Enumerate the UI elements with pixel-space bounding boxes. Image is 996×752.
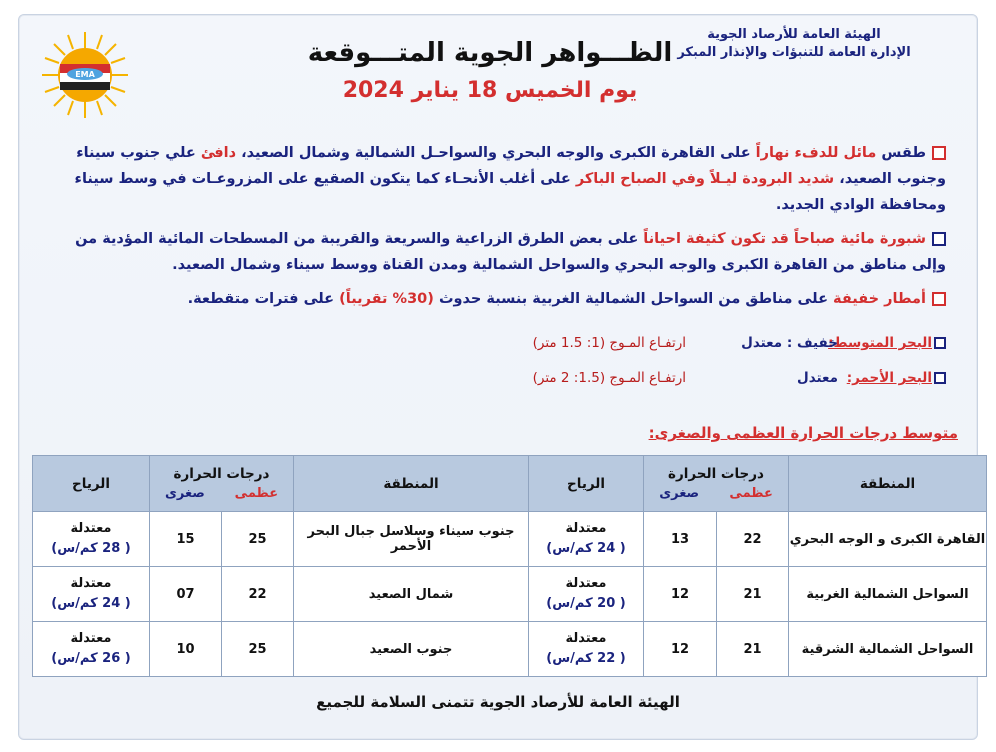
temperature-table (32, 455, 987, 677)
header-temperature: درجات الحرارة عظمى صغرى (644, 456, 789, 512)
sea-label: البحر المتوسط: (828, 335, 932, 351)
bullet-fog: شبورة مائية صباحاً قد تكون كثيفة احياناً على بعض الطرق الزراعية والسريعة والقريبة من المسطحات المائية المؤدية من وإلى مناطق من القاهرة الكبرى والوجه البحري والسواحل الشمالية ومدن القناة ووسط سيناء وشمال الصعيد. (75, 231, 946, 273)
sea-condition: معتدل (796, 370, 838, 386)
max-temp: 25 (222, 622, 294, 677)
max-temp: 21 (717, 567, 789, 622)
min-temp: 15 (150, 512, 222, 567)
wind-cell: معتدلة ( 24 كم/س) (33, 567, 150, 622)
bullet-temperature: طقس مائل للدفء نهاراً على القاهرة الكبرى والوجه البحري والسواحـل الشمالية وشمال الصعيد، دافئ علي جنوب سيناء وجنوب الصعيد، شديد البرودة ليـلاً وفي الصباح الباكر على أغلب الأنحـاء كما يتكون الصقيع على المزروعـات في وسط سيناء ومحافظة الوادي الجديد. (74, 145, 946, 213)
min-temp: 13 (644, 512, 717, 567)
max-temp: 21 (717, 622, 789, 677)
max-temp: 25 (222, 512, 294, 567)
ema-logo (40, 30, 130, 120)
header-wind: الرياح (529, 456, 644, 512)
sea-checkbox-icon (934, 372, 946, 384)
table-header-row (33, 456, 987, 512)
region-cell: القاهرة الكبرى و الوجه البحري (789, 512, 987, 567)
min-temp: 07 (150, 567, 222, 622)
min-temp: 12 (644, 622, 717, 677)
organization-header (644, 26, 944, 62)
region-cell: جنوب سيناء وسلاسل جبال البحر الأحمر (294, 512, 529, 567)
blue-checkbox-icon (932, 232, 946, 246)
footer-message: الهيئة العامة للأرصاد الجوية تتمنى السلامة للجميع (316, 693, 680, 711)
org-department: الإدارة العامة للتنبؤات والإنذار المبكر (677, 45, 911, 60)
wind-cell: معتدلة ( 28 كم/س) (33, 512, 150, 567)
header-temperature: درجات الحرارة عظمى صغرى (150, 456, 294, 512)
forecast-date: يوم الخميس 18 يناير 2024 (342, 78, 638, 103)
page-title: الظـــواهر الجوية المتـــوقعة (307, 38, 673, 68)
red-checkbox-icon (932, 292, 946, 306)
org-name: الهيئة العامة للأرصاد الجوية (707, 27, 881, 42)
sea-red (46, 370, 946, 386)
header-min: صغرى (164, 486, 205, 501)
max-temp: 22 (222, 567, 294, 622)
forecast-bullets (46, 140, 946, 320)
red-checkbox-icon (932, 146, 946, 160)
header-max: عظمى (729, 486, 773, 501)
min-temp: 12 (644, 567, 717, 622)
wind-cell: معتدلة ( 26 كم/س) (33, 622, 150, 677)
region-cell: شمال الصعيد (294, 567, 529, 622)
sea-condition: خفيف : معتدل (741, 335, 838, 351)
header-max: عظمى (234, 486, 279, 501)
table-row (33, 622, 987, 677)
header-min: صغرى (659, 486, 700, 501)
bullet-rain: أمطار خفيفة على مناطق من السواحل الشمالية الغربية بنسبة حدوث (30% تقريباً) على فترات متقطعة. (46, 286, 946, 312)
sea-label: البحر الأحمر: (846, 370, 932, 386)
header-region: المنطقة (789, 456, 987, 512)
min-temp: 10 (150, 622, 222, 677)
region-cell: السواحل الشمالية الشرقية (789, 622, 987, 677)
wind-cell: معتدلة ( 22 كم/س) (529, 622, 644, 677)
wind-cell: معتدلة ( 24 كم/س) (529, 512, 644, 567)
wave-height: ارتفـاع المـوج (1: 1.5 متر) (532, 335, 686, 351)
region-cell: السواحل الشمالية الغربية (789, 567, 987, 622)
table-row (33, 567, 987, 622)
header-region: المنطقة (294, 456, 529, 512)
table-title: متوسط درجات الحرارة العظمى والصغرى: (648, 424, 958, 442)
max-temp: 22 (717, 512, 789, 567)
logo-text: EMA (75, 70, 95, 79)
wind-cell: معتدلة ( 20 كم/س) (529, 567, 644, 622)
header-wind: الرياح (33, 456, 150, 512)
wave-height: ارتفـاع المـوج (1.5: 2 متر) (532, 370, 686, 386)
sea-checkbox-icon (934, 337, 946, 349)
sea-mediterranean (46, 335, 946, 351)
table-row (33, 512, 987, 567)
region-cell: جنوب الصعيد (294, 622, 529, 677)
